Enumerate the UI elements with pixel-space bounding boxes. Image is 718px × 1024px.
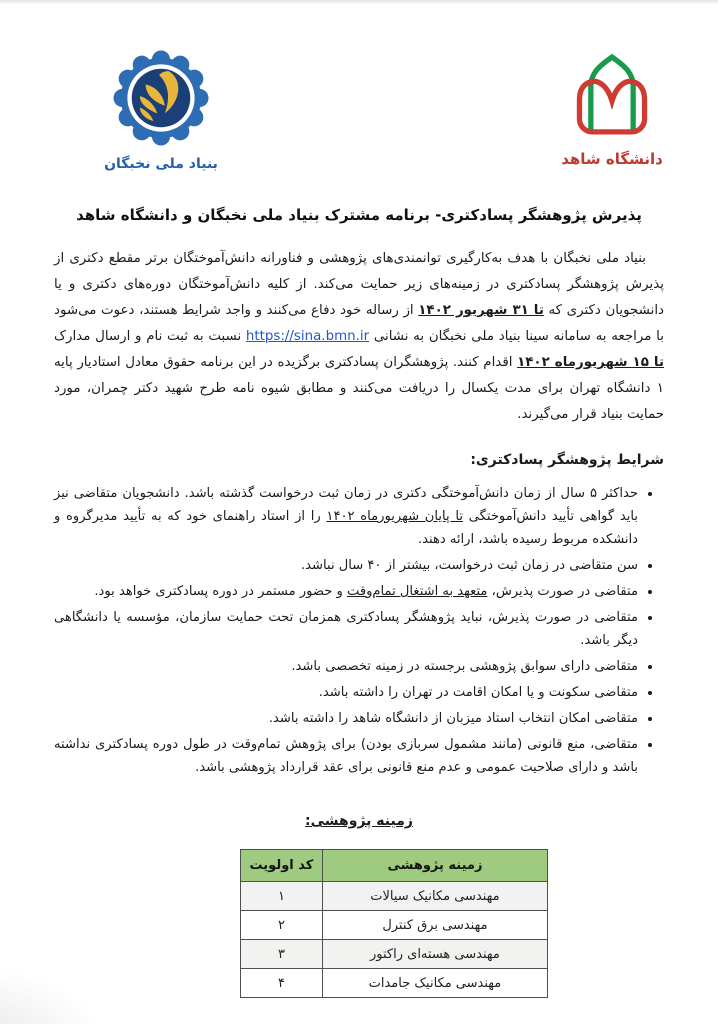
condition-text: سن متقاضی در زمان ثبت درخواست، بیشتر از ۴۰ سال نباشد. (301, 558, 638, 573)
condition-item (54, 580, 638, 603)
table-row (241, 940, 548, 969)
column-header-priority-code: کد اولویت (241, 850, 323, 882)
intro-text: نسبت به ثبت نام و ارسال مدارک (54, 329, 246, 344)
scan-corner-artifact (0, 964, 110, 1024)
defense-deadline: تا ۳۱ شهریور ۱۴۰۲ (418, 303, 544, 318)
priority-code-cell: ۳ (241, 940, 323, 969)
condition-text: را از استاد راهنمای خود که به تأیید مدیرگروه و دانشکده مربوط رسیده باشد، ارائه دهند. (54, 509, 638, 547)
table-header-row (241, 850, 548, 882)
priority-code-cell: ۲ (241, 911, 323, 940)
condition-text: متقاضی امکان انتخاب استاد میزبان از دانشگاه شاهد را داشته باشد. (268, 711, 638, 726)
priority-code-cell: ۴ (241, 969, 323, 998)
condition-text: حداکثر ۵ سال از زمان دانش‌آموختگی دکتری در زمان ثبت درخواست گذشته باشد. دانشجویان متقاضی نیز باید گواهی تأیید دانش‌آموختگی (54, 486, 638, 524)
research-field-cell: مهندسی برق کنترل (322, 911, 547, 940)
condition-text: و حضور مستمر در دوره پسادکتری خواهد بود. (94, 584, 347, 599)
conditions-heading: شرایط پژوهشگر پسادکتری: (470, 452, 664, 468)
column-header-research-field: زمینه پژوهشی (322, 850, 547, 882)
bmn-foundation-logo (92, 50, 230, 172)
condition-item (54, 681, 638, 704)
conditions-list (54, 482, 664, 779)
intro-text: اقدام کنند. پژوهشگران پسادکتری برگزیده در این برنامه حقوق معادل استادیار پایه ۱ دانشگاه تهران برای مدت یکسال را دریافت می‌کنند و مطابق شیوه نامه طرح شهید دکتر چمران، مورد حمایت بنیاد قرار می‌گیرند. (54, 355, 664, 422)
condition-text: متقاضی در صورت پذیرش، نباید پژوهشگر پسادکتری همزمان تحت حمایت سازمان، مؤسسه یا دانشگاهی دیگر باشد. (54, 610, 638, 648)
intro-paragraph (54, 246, 664, 428)
priority-code-cell: ۱ (241, 882, 323, 911)
shahed-university-name: دانشگاه شاهد (561, 150, 663, 168)
condition-item (54, 733, 638, 779)
research-fields-heading (0, 813, 718, 829)
shahed-university-emblem-icon (556, 44, 668, 140)
intro-text: از رساله خود دفاع می‌کنند و واجد شرایط هستند، دعوت می‌شود با مراجعه به سامانه سینا بنیاد ملی نخبگان به نشانی (54, 303, 664, 344)
condition-item (54, 707, 638, 730)
condition-item (54, 655, 638, 678)
condition-text: متقاضی در صورت پذیرش، (487, 584, 638, 599)
condition-underlined-text: تا پایان شهریورماه ۱۴۰۲ (326, 509, 464, 524)
bmn-foundation-emblem-icon (113, 50, 209, 146)
table-row (241, 911, 548, 940)
condition-item (54, 554, 638, 577)
page-title: پذیرش پژوهشگر پسادکتری- برنامه مشترک بنیاد ملی نخبگان و دانشگاه شاهد (76, 206, 642, 224)
research-field-cell: مهندسی هسته‌ای راکتور (322, 940, 547, 969)
shahed-university-logo (542, 44, 682, 168)
condition-item (54, 606, 638, 652)
bmn-foundation-name: بنیاد ملی نخبگان (104, 156, 218, 172)
condition-text: متقاضی دارای سوابق پژوهشی برجسته در زمینه تخصصی باشد. (291, 659, 638, 674)
document-header (0, 0, 718, 188)
table-row (241, 882, 548, 911)
research-field-cell: مهندسی مکانیک سیالات (322, 882, 547, 911)
intro-text: بنیاد ملی نخبگان با هدف به‌کارگیری توانمندی‌های پژوهشی و فناورانه دانش‌آموختگان برتر مقطع دکتری از پذیرش پژوهشگر پسادکتری در زمینه‌های زیر حمایت می‌کند. از کلیه دانش‌آموختگان دوره‌های دکتری و یا دانشجویان دکتری که (54, 251, 665, 318)
table-row (241, 969, 548, 998)
condition-underlined-text: متعهد به اشتغال تمام‌وقت (346, 584, 488, 599)
condition-text: متقاضی، منع قانونی (مانند مشمول سربازی بودن) برای پژوهش تمام‌وقت در طول دوره پسادکتری نداشته باشد و دارای صلاحیت عمومی و عدم منع قانونی برای عقد قرارداد پژوهشی باشد. (54, 737, 638, 775)
sina-system-link[interactable]: https://sina.bmn.ir (245, 329, 370, 344)
condition-text: متقاضی سکونت و یا امکان اقامت در تهران را داشته باشد. (318, 685, 638, 700)
research-field-cell: مهندسی مکانیک جامدات (322, 969, 547, 998)
research-fields-table (240, 849, 548, 998)
research-fields-heading-text: زمینه پژوهشی: (305, 813, 413, 829)
registration-deadline: تا ۱۵ شهریورماه ۱۴۰۲ (517, 355, 664, 370)
condition-item (54, 482, 638, 551)
